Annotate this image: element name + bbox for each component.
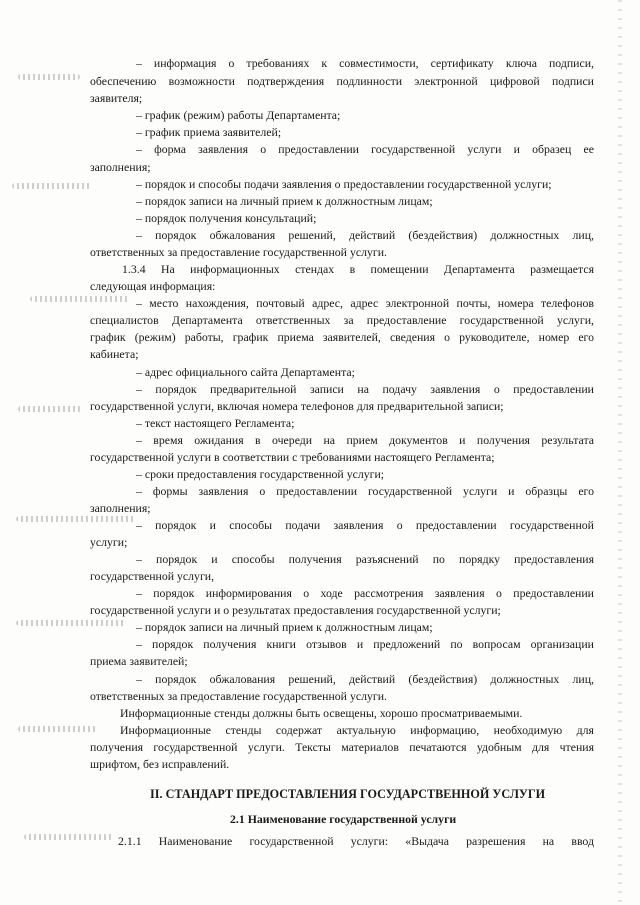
text-line: – порядок записи на личный прием к должностным лицам; <box>136 194 433 208</box>
text-line: – информация о требованиях к совместимости, сертификату ключа подписи, <box>136 56 594 70</box>
scan-speck <box>16 516 136 522</box>
text-line: – формы заявления о предоставлении государственной услуги и образцы его <box>136 484 594 498</box>
text-line: – график приема заявителей; <box>136 125 282 139</box>
text-line: – порядок обжалования решений, действий (бездействия) должностных лиц, <box>136 672 594 686</box>
text-line: услуги; <box>90 535 128 549</box>
text-line: обеспечению возможности подтверждения подлинности электронной цифровой подписи <box>90 74 594 88</box>
text-line: государственной услуги и о результатах предоставления государственной услуги; <box>90 603 501 617</box>
text-line: следующая информация: <box>90 279 216 293</box>
text-line: ответственных за предоставление государственной услуги. <box>90 245 387 259</box>
text-line: – порядок и способы получения разъяснений по порядку предоставления <box>136 552 594 566</box>
text-line: специалистов Департамента ответственных за предоставление государственной услуги, <box>90 313 594 327</box>
text-line: ответственных за предоставление государственной услуги. <box>90 689 387 703</box>
scan-speck <box>18 406 82 412</box>
text-line: приема заявителей; <box>90 654 188 668</box>
text-line: – график (режим) работы Департамента; <box>136 108 341 122</box>
scan-edge-noise <box>618 0 622 905</box>
text-line: – порядок и способы подачи заявления о предоставлении государственной услуги; <box>136 177 552 191</box>
text-line: – порядок предварительной записи на подачу заявления о предоставлении <box>136 382 594 396</box>
text-line: получения государственной услуги. Тексты материалов печатаются удобным для чтения <box>90 740 594 754</box>
text-line: график (режим) работы, график приема заявителей, сведения о руководителе, номер его <box>90 330 594 344</box>
text-line: – порядок информирования о ходе рассмотрения заявления о предоставлении <box>136 586 594 600</box>
scan-speck <box>18 74 80 80</box>
scan-speck <box>30 296 130 302</box>
text-line: Информационные стенды содержат актуальную информацию, необходимую для <box>120 723 594 737</box>
text-line: 2.1.1 Наименование государственной услуги: «Выдача разрешения на ввод <box>118 834 594 848</box>
text-line: – порядок получения консультаций; <box>136 211 317 225</box>
subsection-heading: 2.1 Наименование государственной услуги <box>230 812 457 826</box>
text-line: – порядок записи на личный прием к должностным лицам; <box>136 620 433 634</box>
text-line: заполнения; <box>90 501 151 515</box>
scan-speck <box>18 726 98 732</box>
scan-speck <box>24 834 114 840</box>
text-line: – порядок обжалования решений, действий (бездействия) должностных лиц, <box>136 228 594 242</box>
text-line: – форма заявления о предоставлении государственной услуги и образец ее <box>136 142 594 156</box>
text-line: кабинета; <box>90 347 139 361</box>
text-line: государственной услуги, включая номера телефонов для предварительной записи; <box>90 399 504 413</box>
text-line: заявителя; <box>90 91 143 105</box>
text-line: государственной услуги в соответствии с требованиями настоящего Регламента; <box>90 450 495 464</box>
text-line: – порядок получения книги отзывов и предложений по вопросам организации <box>136 637 594 651</box>
text-line: шрифтом, без исправлений. <box>90 757 230 771</box>
text-line: – время ожидания в очереди на прием документов и получения результата <box>136 433 594 447</box>
text-line: – место нахождения, почтовый адрес, адрес электронной почты, номера телефонов <box>136 296 594 310</box>
section-number-line: 1.3.4 На информационных стендах в помещении Департамента размещается <box>122 262 594 276</box>
text-line: – порядок и способы подачи заявления о предоставлении государственной <box>136 518 594 532</box>
text-line: заполнения; <box>90 160 151 174</box>
scan-speck <box>16 620 126 626</box>
text-line: Информационные стенды должны быть освещены, хорошо просматриваемыми. <box>120 706 523 720</box>
text-line: – текст настоящего Регламента; <box>136 416 295 430</box>
scan-speck <box>12 183 92 189</box>
text-line: – сроки предоставления государственной услуги; <box>136 467 385 481</box>
text-line: – адрес официального сайта Департамента; <box>136 365 355 379</box>
section-heading: II. СТАНДАРТ ПРЕДОСТАВЛЕНИЯ ГОСУДАРСТВЕННОЙ УСЛУГИ <box>150 787 546 801</box>
text-line: государственной услуги, <box>90 569 215 583</box>
